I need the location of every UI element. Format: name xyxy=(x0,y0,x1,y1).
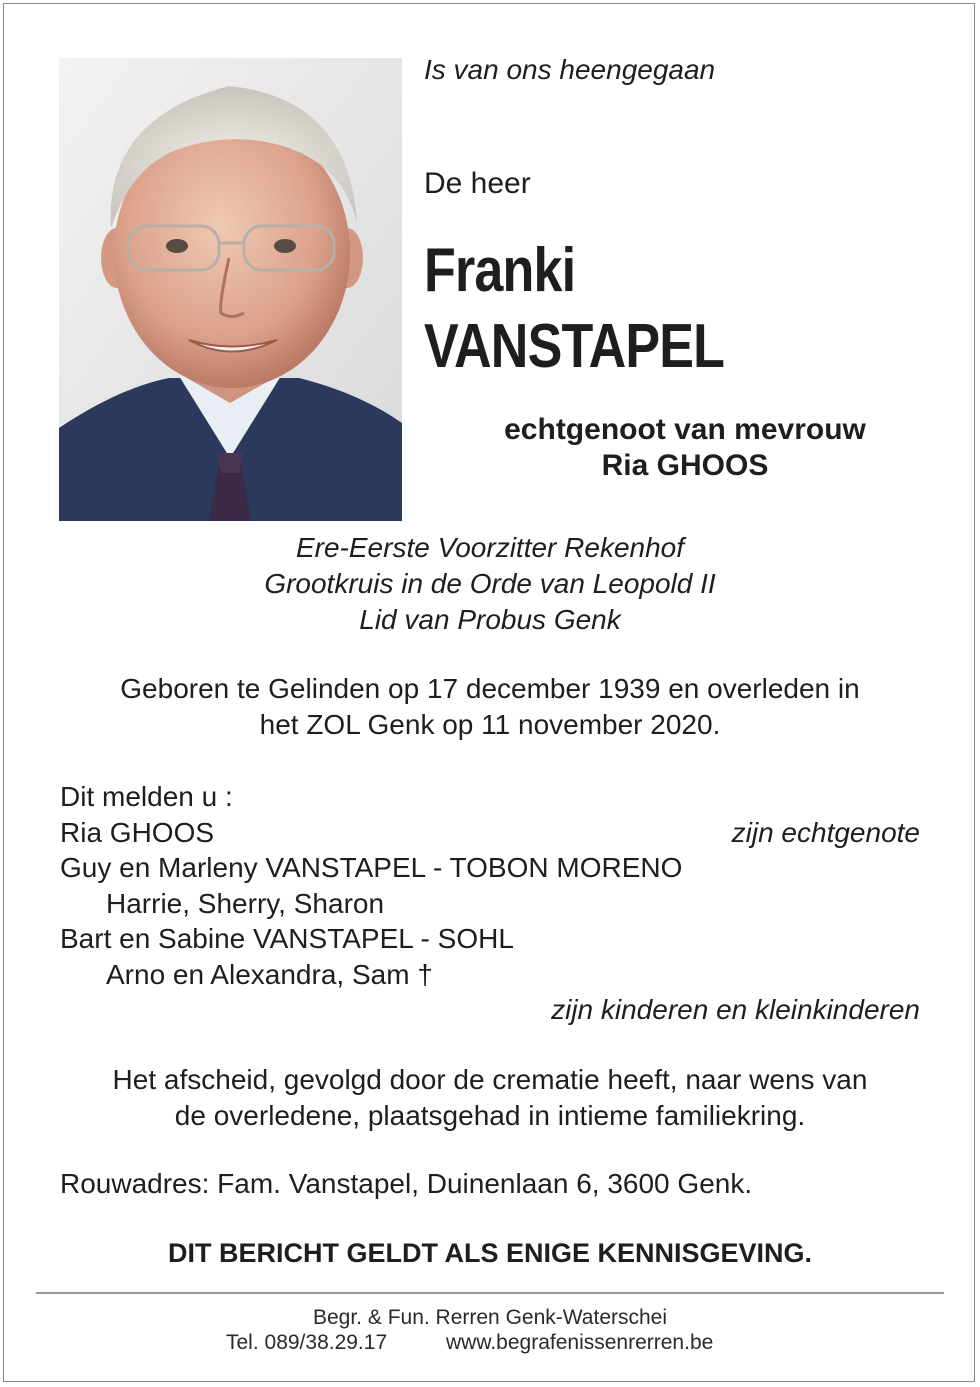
child-2: Bart en Sabine VANSTAPEL - SOHL xyxy=(60,923,514,954)
portrait-photo xyxy=(59,58,402,521)
footer-divider xyxy=(36,1292,944,1294)
mourning-address: Rouwadres: Fam. Vanstapel, Duinenlaan 6, 3600 Genk. xyxy=(60,1168,753,1199)
spouse-line-1: echtgenoot van mevrouw xyxy=(504,413,866,446)
spouse-name: Ria GHOOS xyxy=(60,816,215,848)
first-name: Franki xyxy=(424,236,576,305)
intro-text: Is van ons heengegaan xyxy=(424,54,716,85)
family-row-spouse xyxy=(60,815,920,851)
farewell-line-1: Het afscheid, gevolgd door de crematie heeft, naar wens van xyxy=(112,1064,868,1095)
farewell-line-2: de overledene, plaatsgehad in intieme familiekring. xyxy=(174,1100,806,1131)
family-row-children-relation xyxy=(60,992,920,1028)
family-intro: Dit melden u : xyxy=(60,781,233,812)
children-relation: zijn kinderen en kleinkinderen xyxy=(551,994,920,1025)
birth-death-line-1: Geboren te Gelinden op 17 december 1939 en overleden in xyxy=(120,673,860,704)
grandchildren-2: Arno en Alexandra, Sam † xyxy=(106,958,433,990)
funeral-home-website[interactable]: www.begrafenissenrerren.be xyxy=(446,1331,714,1354)
honor-item: Grootkruis in de Orde van Leopold II xyxy=(264,568,716,599)
spouse-line-2: Ria GHOOS xyxy=(601,449,769,482)
farewell-text xyxy=(0,1062,980,1134)
honors-list xyxy=(0,530,980,638)
honor-item: Lid van Probus Genk xyxy=(359,604,621,635)
family-list xyxy=(60,779,920,1028)
birth-death-line-2: het ZOL Genk op 11 november 2020. xyxy=(259,709,721,740)
child-1: Guy en Marleny VANSTAPEL - TOBON MORENO xyxy=(60,852,683,883)
birth-death-text xyxy=(0,671,980,743)
honorific-title: De heer xyxy=(424,167,531,200)
funeral-home-name: Begr. & Fun. Rerren Genk-Waterschei xyxy=(312,1306,668,1329)
last-name: VANSTAPEL xyxy=(424,312,725,381)
spouse-block xyxy=(425,412,945,484)
notice-text: DIT BERICHT GELDT ALS ENIGE KENNISGEVING. xyxy=(167,1238,813,1268)
honor-item: Ere-Eerste Voorzitter Rekenhof xyxy=(295,532,685,563)
grandchildren-1: Harrie, Sherry, Sharon xyxy=(106,887,385,919)
funeral-home-phone: Tel. 089/38.29.17 xyxy=(226,1331,388,1354)
spouse-relation: zijn echtgenote xyxy=(731,816,920,848)
